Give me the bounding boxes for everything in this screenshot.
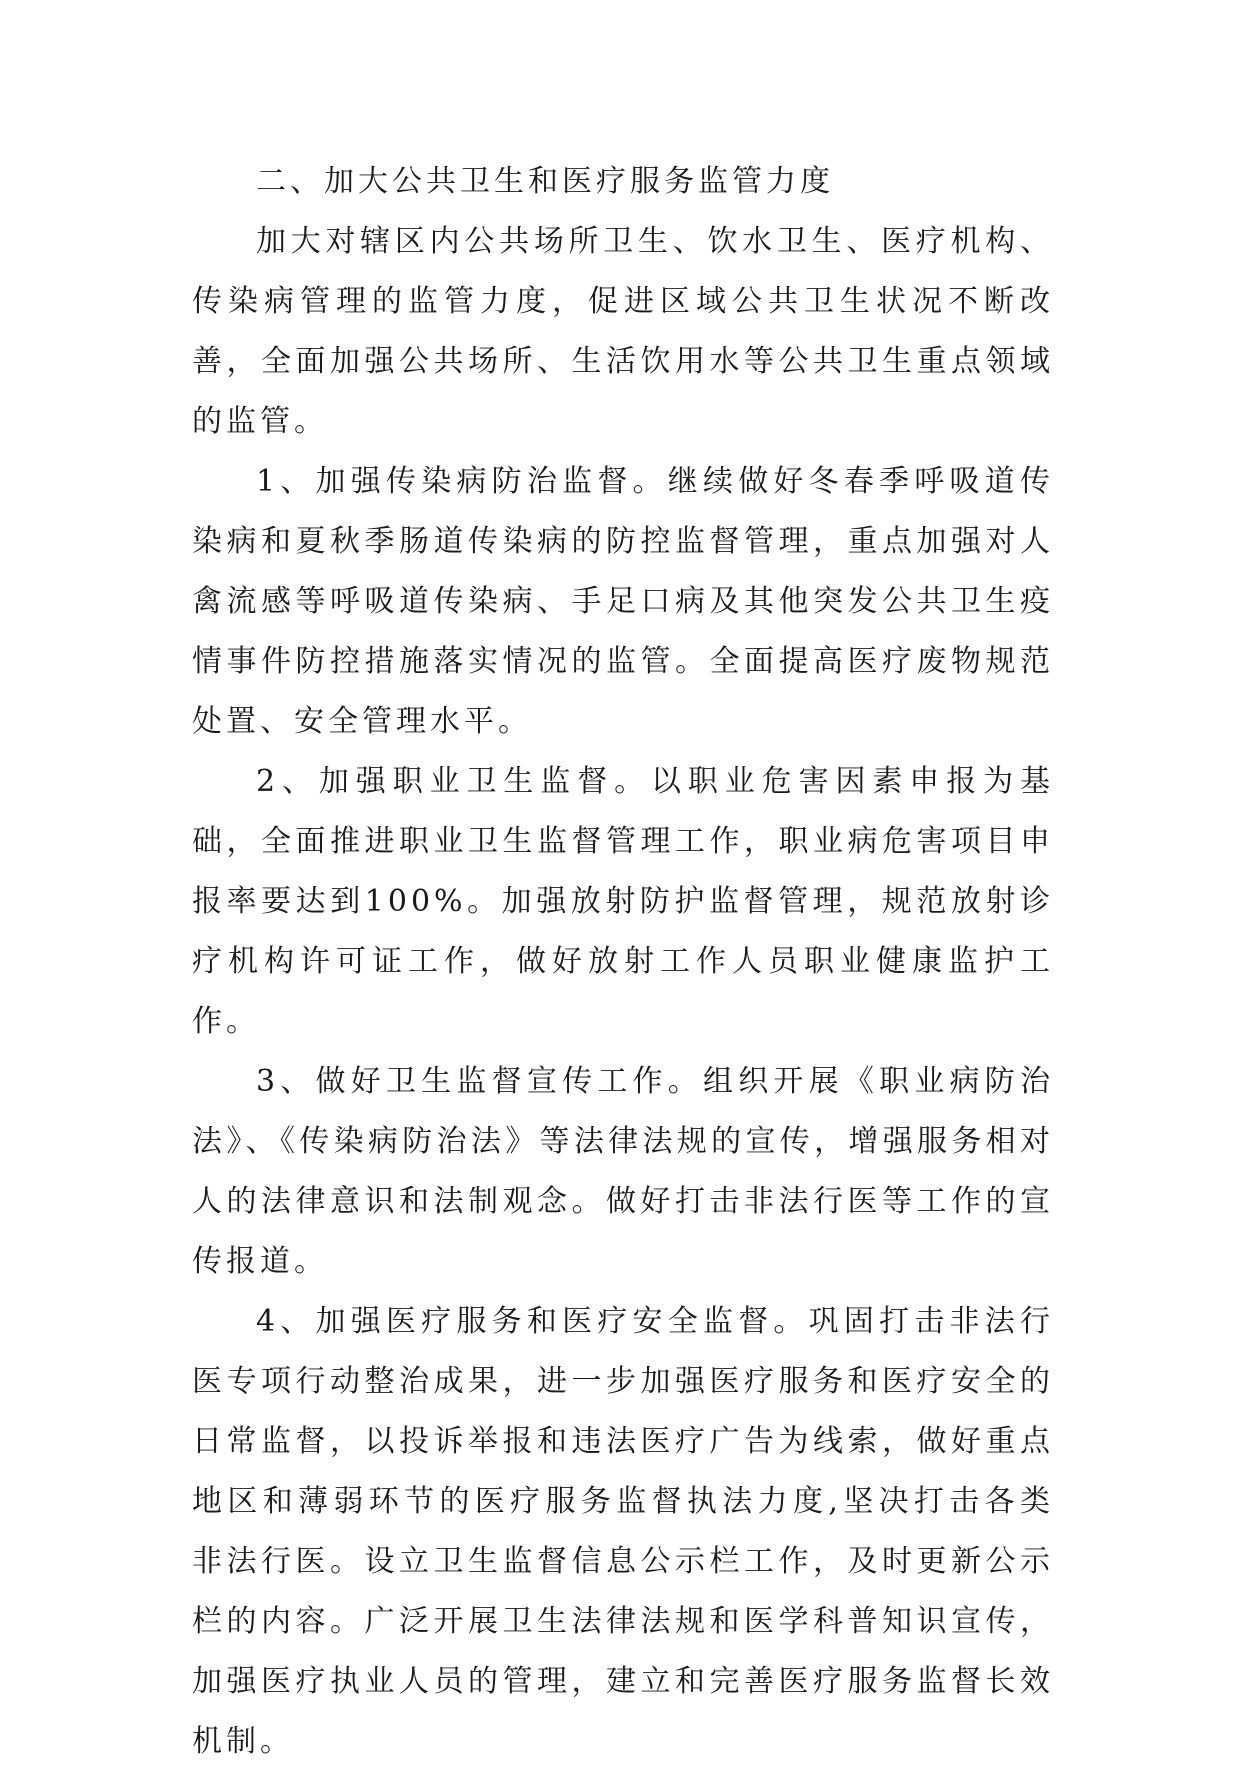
item-4-paragraph: 4、加强医疗服务和医疗安全监督。巩固打击非法行医专项行动整治成果，进一步加强医疗服务和医疗安全的日常监督，以投诉举报和违法医疗广告为线索，做好重点地区和薄弱环节的医疗服务监督执法力度,坚决打击各类非法行医。设立卫生监督信息公示栏工作，及时更新公示栏的内容。广泛开展卫生法律法规和医学科普知识宣传，加强医疗执业人员的管理，建立和完善医疗服务监督长效机制。 bbox=[192, 1304, 1054, 1759]
item-3-paragraph: 3、做好卫生监督宣传工作。组织开展《职业病防治法》、《传染病防治法》等法律法规的宣传，增强服务相对人的法律意识和法制观念。做好打击非法行医等工作的宣传报道。 bbox=[192, 1064, 1054, 1279]
document-body bbox=[192, 152, 1054, 1772]
item-2-paragraph: 2、加强职业卫生监督。以职业危害因素申报为基础，全面推进职业卫生监督管理工作，职业病危害项目申报率要达到100%。加强放射防护监督管理，规范放射诊疗机构许可证工作，做好放射工作人员职业健康监护工作。 bbox=[192, 764, 1054, 1039]
item-1-paragraph: 1、加强传染病防治监督。继续做好冬春季呼吸道传染病和夏秋季肠道传染病的防控监督管理，重点加强对人禽流感等呼吸道传染病、手足口病及其他突发公共卫生疫情事件防控措施落实情况的监管。全面提高医疗废物规范处置、安全管理水平。 bbox=[192, 464, 1054, 739]
section-heading: 二、加大公共卫生和医疗服务监管力度 bbox=[256, 164, 834, 199]
intro-paragraph: 加大对辖区内公共场所卫生、饮水卫生、医疗机构、传染病管理的监管力度，促进区域公共卫生状况不断改善，全面加强公共场所、生活饮用水等公共卫生重点领域的监管。 bbox=[192, 224, 1054, 439]
